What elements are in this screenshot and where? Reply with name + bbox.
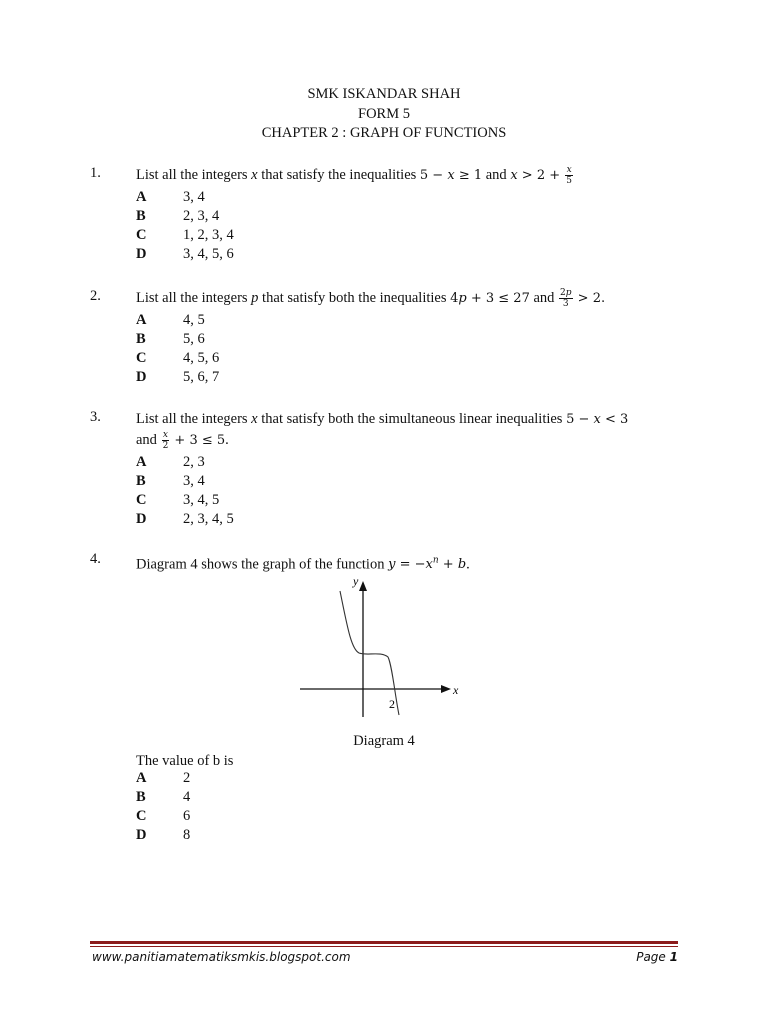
school-name: SMK ISKANDAR SHAH [307, 86, 461, 102]
question-text: Diagram 4 shows the graph of the function $y = -x^n + b$. [136, 556, 470, 573]
y-axis-label: y [353, 575, 359, 588]
page-word: Page [636, 950, 666, 964]
question-number: 1. [90, 165, 101, 181]
question-number: 3. [90, 409, 101, 425]
y-axis-arrow [359, 581, 367, 591]
page-number: 1 [669, 950, 678, 964]
question-text: List all the integers x that satisfy both the simultaneous linear inequalities 5 − x < 3 [136, 411, 629, 427]
question-number: 4. [90, 551, 101, 567]
footer-url: www.panitiamatematiksmkis.blogspot.com [92, 950, 351, 964]
question-text: List all the integers x that satisfy the inequalities 5 − x ≥ 1 and x > 2 + $\frac{x}{5}$ [136, 165, 572, 186]
x-axis-label: x [453, 683, 459, 697]
x-axis-arrow [441, 685, 451, 693]
question-number: 2. [90, 288, 101, 304]
worksheet-header [0, 85, 768, 144]
graph-diagram [295, 575, 465, 725]
footer-rule-thin [90, 946, 678, 947]
page-indicator [636, 950, 678, 964]
form-level: FORM 5 [358, 105, 410, 122]
x-intercept-label: 2 [389, 697, 395, 711]
diagram-caption: Diagram 4 [353, 733, 415, 749]
question-text-continued: and $\frac{x}{2}$ + 3 ≤ 5. [136, 430, 229, 451]
footer-rule [90, 941, 678, 944]
question-text: List all the integers p that satisfy both the inequalities 4p + 3 ≤ 27 and $\frac{2p}{3}$ > 2. [136, 288, 606, 309]
followup-text: The value of b is [136, 753, 234, 769]
chapter-title: CHAPTER 2 : GRAPH OF FUNCTIONS [261, 125, 507, 141]
